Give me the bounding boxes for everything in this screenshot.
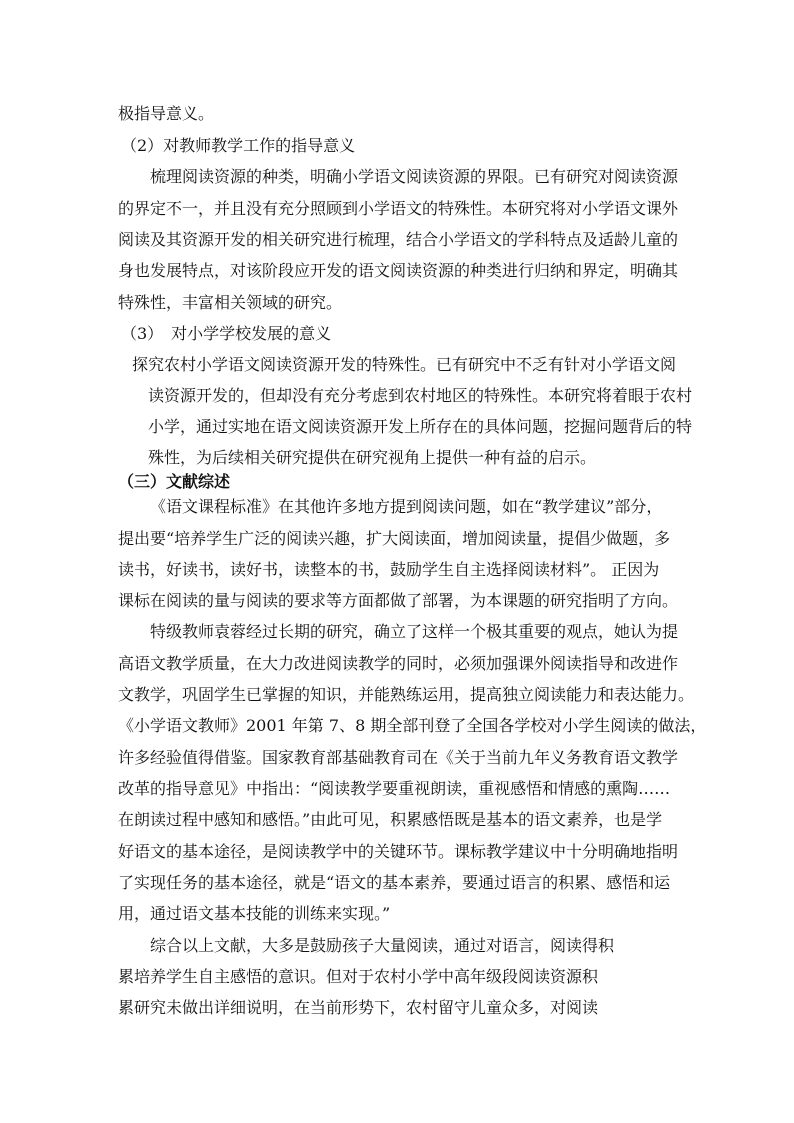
paragraph-line: 探究农村小学语文阅读资源开发的特殊性。已有研究中不乏有针对小学语文阅 <box>132 355 677 374</box>
paragraph-line: 课标在阅读的量与阅读的要求等方面都做了部署，为本课题的研究指明了方向。 <box>118 591 679 610</box>
subheading-3: （3） 对小学学校发展的意义 <box>121 324 332 343</box>
paragraph-line: 改革的指导意见》中指出：“阅读教学要重视朗读，重视感悟和情感的熏陶…… <box>118 779 671 798</box>
paragraph-line: 提出要“培养学生广泛的阅读兴趣，扩大阅读面，增加阅读量，提倡少做题，多 <box>118 529 671 548</box>
paragraph-line: 在朗读过程中感知和感悟。”由此可见，积累感悟既是基本的语文素养，也是学 <box>118 810 663 829</box>
paragraph-line: 用，通过语文基本技能的训练来实现。” <box>118 904 391 923</box>
paragraph-line: 小学，通过实地在语文阅读资源开发上所存在的具体问题，挖掘问题背后的特 <box>148 417 693 436</box>
subheading-2: （2）对教师教学工作的指导意义 <box>121 136 356 155</box>
paragraph-line: 殊性，为后续相关研究提供在研究视角上提供一种有益的启示。 <box>148 448 597 467</box>
paragraph-line: 特级教师袁蓉经过长期的研究，确立了这样一个极其重要的观点，她认为提 <box>150 622 679 641</box>
paragraph-line: 累培养学生自主感悟的意识。但对于农村小学中高年级段阅读资源积 <box>118 967 599 986</box>
paragraph-line: 累研究未做出详细说明，在当前形势下，农村留守儿童众多，对阅读 <box>118 998 599 1017</box>
paragraph-line: 的界定不一，并且没有充分照顾到小学语文的特殊性。本研究将对小学语文课外 <box>118 199 679 218</box>
paragraph-line: 文教学，巩固学生已掌握的知识，并能熟练运用，提高独立阅读能力和表达能力。 <box>118 685 695 704</box>
paragraph-line: 读资源开发的，但却没有充分考虑到农村地区的特殊性。本研究将着眼于农村 <box>148 386 693 405</box>
section-heading: （三）文献综述 <box>118 472 231 491</box>
paragraph-line: 身也发展特点，对该阶段应开发的语文阅读资源的种类进行归纳和界定，明确其 <box>118 261 679 280</box>
paragraph-line: 许多经验值得借鉴。国家教育部基础教育司在《关于当前九年义务教育语文教学 <box>118 748 679 767</box>
paragraph-line: 读书，好读书，读好书，读整本的书，鼓励学生自主选择阅读材料”。 正因为 <box>118 560 660 579</box>
paragraph-line: 梳理阅读资源的种类，明确小学语文阅读资源的界限。已有研究对阅读资源 <box>150 167 679 186</box>
paragraph-line: 好语文的基本途径，是阅读教学中的关键环节。课标教学建议中十分明确地指明 <box>118 842 679 861</box>
paragraph-line: 高语文教学质量，在大力改进阅读教学的同时，必须加强课外阅读指导和改进作 <box>118 654 679 673</box>
paragraph-line: 特殊性，丰富相关领域的研究。 <box>118 293 343 312</box>
paragraph-line: 《语文课程标准》在其他许多地方提到阅读问题，如在“教学建议”部分， <box>150 497 663 516</box>
paragraph-line: 了实现任务的基本途径，就是“语文的基本素养，要通过语言的积累、感悟和运 <box>118 873 671 892</box>
paragraph-line: 阅读及其资源开发的相关研究进行梳理，结合小学语文的学科特点及适龄儿童的 <box>118 230 679 249</box>
paragraph-line: 极指导意义。 <box>118 104 215 123</box>
paragraph-line: 综合以上文献，大多是鼓励孩子大量阅读，通过对语言，阅读得积 <box>150 936 615 955</box>
paragraph-line: 《小学语文教师》2001 年第 7、8 期全部刊登了全国各学校对小学生阅读的做法， <box>118 716 707 735</box>
